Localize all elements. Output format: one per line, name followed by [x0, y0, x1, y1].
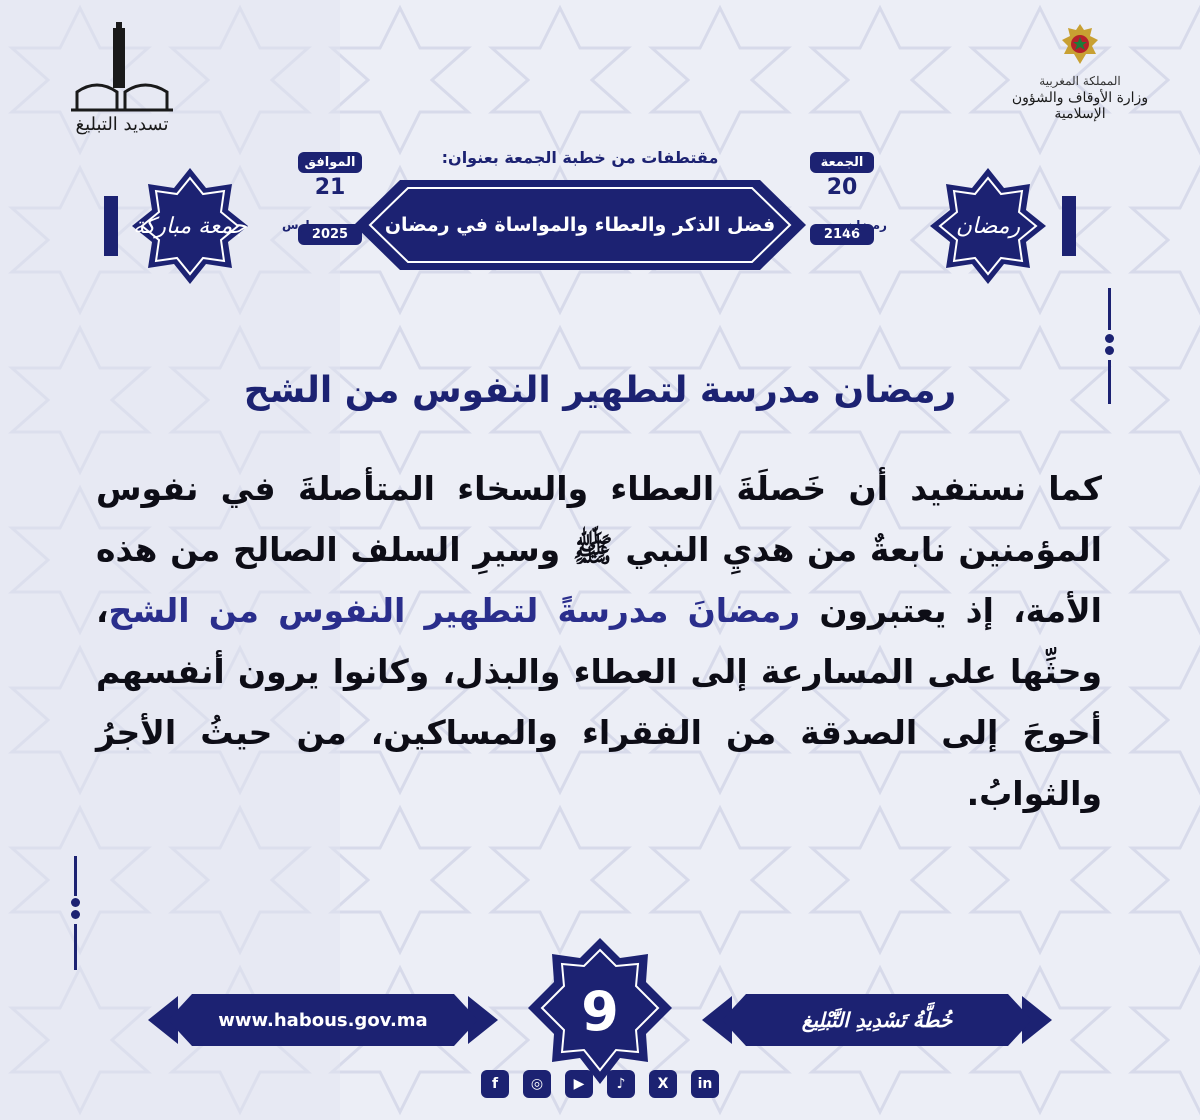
ministry-logo [990, 22, 1170, 122]
gregorian-day: 21 [314, 175, 346, 200]
sermon-title: فضل الذكر والعطاء والمواساة في رمضان [384, 214, 776, 236]
section-title: رمضان مدرسة لتطهير النفوس من الشح [243, 370, 957, 411]
coat-of-arms-icon [1058, 22, 1102, 66]
body-paragraph [96, 458, 1102, 824]
jumua-emblem-text: جمعة مباركة [133, 213, 247, 239]
tasdid-logo [62, 22, 182, 135]
body-highlight: رمضانَ مدرسةً لتطهير النفوس من الشح [108, 591, 801, 630]
mosque-icon [67, 22, 177, 112]
ministry-name: وزارة الأوقاف والشؤون الإسلامية [1011, 90, 1149, 122]
body-text-part: كما نستفيد أن خَصلَةَ العطاء والسخاء المتأصلةَ في نفوس المؤمنين نابعةٌ من هديِ النبي ﷺ وسيرِ السلف الصالح من هذه الأمة، إذ يعتبرون [96, 469, 1102, 630]
gregorian-month: مارس [282, 218, 318, 232]
x-icon[interactable]: X [649, 1070, 677, 1098]
divider-dot [1105, 346, 1114, 355]
social-links [0, 1070, 1200, 1098]
divider-line [1108, 288, 1111, 330]
gregorian-label: الموافق [298, 152, 362, 173]
instagram-icon[interactable]: ◎ [523, 1070, 551, 1098]
program-ribbon [702, 990, 1052, 1050]
body-text-part: ، وحثِّها على المسارعة إلى العطاء والبذل، وكانوا يرون أنفسهم أحوجَ إلى الصدقة من الفقراء والمساكين، من حيثُ الأجرُ والثوابُ. [96, 591, 1102, 813]
website-ribbon[interactable] [148, 990, 498, 1050]
header-bar-end-left [104, 196, 118, 256]
ramadan-emblem-text: رمضان [955, 213, 1021, 239]
divider-dot [1105, 334, 1114, 343]
jumua-emblem [130, 166, 250, 286]
divider-line [74, 856, 77, 896]
divider-dot [71, 898, 80, 907]
hijri-year: 2146 [810, 224, 874, 245]
sermon-kicker: مقتطفات من خطبة الجمعة بعنوان: [441, 148, 719, 167]
kingdom-label: المملكة المغربية [1039, 74, 1121, 88]
divider-dot [71, 910, 80, 919]
youtube-icon[interactable]: ▶ [565, 1070, 593, 1098]
sermon-title-banner [350, 176, 810, 274]
ramadan-emblem [928, 166, 1048, 286]
tiktok-icon[interactable]: ♪ [607, 1070, 635, 1098]
gregorian-year: 2025 [298, 224, 362, 245]
divider-line [1108, 360, 1111, 404]
header-bar-end-right [1062, 196, 1076, 256]
facebook-icon[interactable]: f [481, 1070, 509, 1098]
divider-line [74, 924, 77, 970]
hijri-month: رمضان [846, 218, 887, 232]
program-name: خُطَّةُ تَسْدِيدِ التَّبْلِيغ [801, 1008, 953, 1032]
hijri-day: 20 [826, 175, 858, 200]
tasdid-logo-caption: تسديد التبليغ [75, 114, 169, 135]
hijri-label: الجمعة [810, 152, 874, 173]
page-number: 9 [581, 979, 619, 1043]
website-link[interactable]: www.habous.gov.ma [218, 1009, 428, 1031]
linkedin-icon[interactable]: in [691, 1070, 719, 1098]
